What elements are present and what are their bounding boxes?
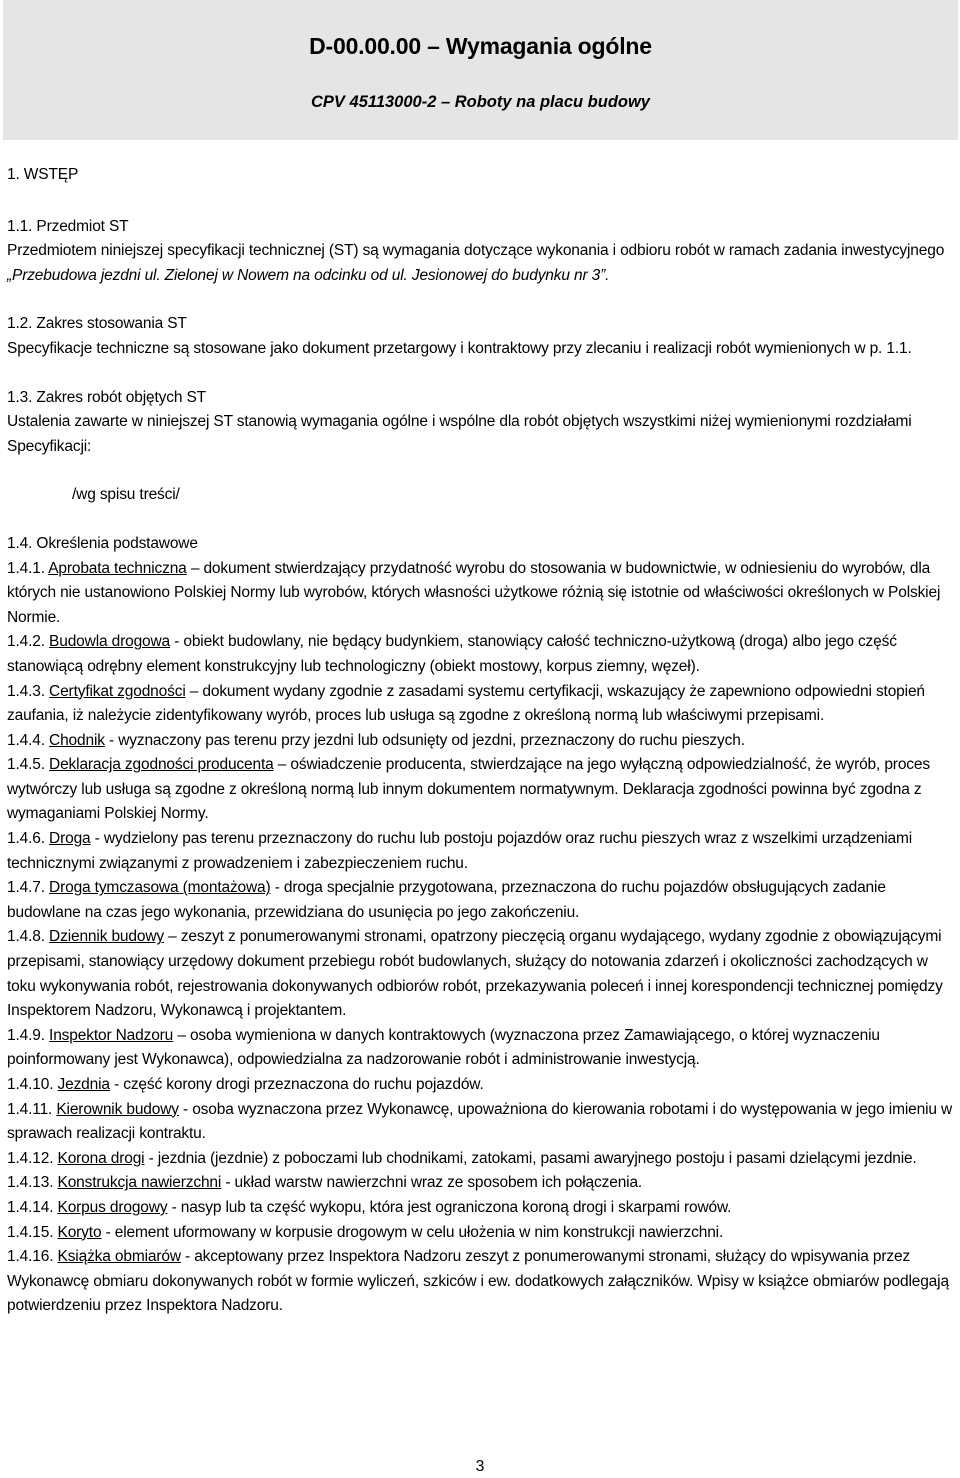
definition-item (7, 630, 953, 679)
definition-text: – oświadczenie producenta, stwierdzające na jego wyłączną odpowiedzialność, że wyrób, proces wytwórczy lub usługa są zgodne z określoną normą lub innym dokumentem normatywnym. Deklaracja zgodności powinna być zgodna z wymaganiami Polskiej Normy. (7, 756, 930, 823)
section-text-1-1-italic: „Przebudowa jezdni ul. Zielonej w Nowem na odcinku od ul. Jesionowej do budynku nr 3”. (7, 266, 610, 284)
definition-term: Aprobata techniczna (48, 559, 187, 577)
definition-number: 1.4.11. (7, 1100, 57, 1118)
section-heading-1-4: 1.4. Określenia podstawowe (7, 534, 198, 552)
definition-item (7, 876, 953, 925)
definition-item (7, 925, 953, 1023)
definition-item (7, 557, 953, 631)
definition-item (7, 827, 953, 876)
definition-number: 1.4.12. (7, 1149, 58, 1167)
definition-item (7, 1221, 953, 1246)
definition-term: Droga (49, 830, 91, 848)
definition-text: - akceptowany przez Inspektora Nadzoru zeszyt z ponumerowanymi stronami, służący do wpisywania przez Wykonawcę obmiaru dokonywanych robót w formie wyliczeń, szkiców i ew. dodatkowych załączników. Wpisy w książce obmiarów podlegają potwierdzeniu przez Inspektora Nadzoru. (7, 1248, 949, 1315)
document-header (3, 0, 958, 140)
definition-item (7, 729, 953, 754)
definition-text: - osoba wyznaczona przez Wykonawcę, upoważniona do kierowania robotami i do występowania w jego imieniu w sprawach realizacji kontraktu. (7, 1100, 953, 1143)
section-heading-wstep: 1. WSTĘP (7, 166, 79, 183)
document-title: D-00.00.00 – Wymagania ogólne (309, 33, 652, 59)
section-text-1-2: Specyfikacje techniczne są stosowane jako dokument przetargowy i kontraktowy przy zlecaniu i realizacji robót wymienionych w p. 1.1. (7, 339, 912, 357)
definition-term: Deklaracja zgodności producenta (49, 756, 274, 774)
definition-item (7, 1171, 953, 1196)
spacer (7, 188, 953, 215)
page-number: 3 (475, 1458, 485, 1475)
definition-number: 1.4.2. (7, 633, 50, 651)
definition-item (7, 680, 953, 729)
section-heading-1-1: 1.1. Przedmiot ST (7, 217, 129, 235)
definition-number: 1.4.14. (7, 1198, 58, 1216)
definition-number: 1.4.13. (7, 1174, 58, 1192)
definition-text: – osoba wymieniona w danych kontraktowych (wyznaczona przez Zamawiającego, o której wyznaczeniu poinformowany jest Wykonawca), odpowiedzialna za nadzorowanie robót i administrowanie inwestycją. (7, 1026, 880, 1069)
definition-text: - obiekt budowlany, nie będący budynkiem, stanowiący całość techniczno-użytkową (droga) albo jego część stanowiącą odrębny element konstrukcyjny lub technologiczny (obiekt mostowy, korpus ziemny, węzeł). (7, 633, 897, 675)
section-heading-1-2: 1.2. Zakres stosowania ST (7, 315, 187, 333)
definition-item (7, 1147, 953, 1172)
definition-number: 1.4.3. (7, 682, 50, 700)
definition-item (7, 1024, 953, 1073)
definition-item (7, 1073, 953, 1098)
definition-text: - element uformowany w korpusie drogowym w celu ułożenia w nim konstrukcji nawierzchni. (101, 1223, 724, 1241)
definition-number: 1.4.9. (7, 1026, 50, 1044)
definitions-list (7, 557, 953, 1319)
document-subtitle: CPV 45113000-2 – Roboty na placu budowy (311, 93, 650, 111)
section-text-1-1 (7, 239, 953, 288)
definition-term: Korpus drogowy (57, 1198, 168, 1216)
definition-item (7, 753, 953, 827)
definition-text: - jezdnia (jezdnie) z poboczami lub chodnikami, zatokami, pasami awaryjnego postoju i pasami dzielącymi jezdnie. (144, 1149, 917, 1167)
definition-text: - droga specjalnie przygotowana, przeznaczona do ruchu pojazdów obsługujących zadanie budowlane na czas jego wykonania, przewidziana do usunięcia po jego zakończeniu. (7, 879, 886, 921)
definition-term: Korona drogi (57, 1149, 145, 1167)
definition-text: – zeszyt z ponumerowanymi stronami, opatrzony pieczęcią organu wydającego, wydany zgodnie z obowiązującymi przepisami, stanowiący urzędowy dokument przebiegu robót budowlanych, służący do notowania zdarzeń i okoliczności zachodzących w toku wykonywania robót, rejestrowania dokonywanych odbiorów robót, przekazywania poleceń i innej korespondencji technicznej pomiędzy Inspektorem Nadzoru, Wykonawcą i projektantem. (7, 928, 943, 1020)
spacer (7, 508, 953, 532)
definition-number: 1.4.8. (7, 928, 50, 946)
definition-item (7, 1196, 953, 1221)
spacer (7, 459, 953, 483)
definition-term: Certyfikat zgodności (49, 682, 186, 700)
definition-term: Budowla drogowa (49, 633, 171, 651)
spacer (7, 362, 953, 386)
definition-number: 1.4.4. (7, 731, 50, 749)
definition-term: Koryto (57, 1223, 102, 1241)
definition-number: 1.4.16. (7, 1248, 58, 1266)
definition-item (7, 1098, 953, 1147)
definition-term: Jezdnia (57, 1076, 110, 1093)
definition-term: Konstrukcja nawierzchni (57, 1174, 222, 1192)
definition-term: Dziennik budowy (49, 928, 164, 946)
definition-text: - nasyp lub ta część wykopu, która jest ograniczona koroną drogi i skarpami rowów. (167, 1198, 732, 1216)
definition-text: - wydzielony pas terenu przeznaczony do ruchu lub postoju pojazdów oraz ruchu pieszych wraz z wszelkimi urządzeniami technicznymi związanymi z prowadzeniem i zabezpieczeniem ruchu. (7, 830, 913, 872)
definition-text: - wyznaczony pas terenu przy jezdni lub odsunięty od jezdni, przeznaczony do ruchu pieszych. (104, 731, 745, 749)
section-text-1-1-plain: Przedmiotem niniejszej specyfikacji technicznej (ST) są wymagania dotyczące wykonania i odbioru robót w ramach zadania inwestycyjnego (7, 242, 945, 260)
section-heading-1-3: 1.3. Zakres robót objętych ST (7, 388, 206, 406)
definition-term: Kierownik budowy (56, 1100, 179, 1118)
definition-number: 1.4.5. (7, 756, 50, 774)
definition-text: - część korony drogi przeznaczona do ruchu pojazdów. (109, 1076, 484, 1093)
definition-term: Droga tymczasowa (montażowa) (49, 879, 271, 897)
definition-text: – dokument stwierdzający przydatność wyrobu do stosowania w budownictwie, w odniesieniu do wyrobów, dla których nie ustanowiono Polskiej Normy lub wyrobów, których własności użytkowe różnią się istotnie od właściwości określonych w Polskiej Normie. (7, 559, 941, 626)
definition-term: Inspektor Nadzoru (49, 1026, 174, 1044)
spacer (7, 288, 953, 312)
definition-text: - układ warstw nawierzchni wraz ze sposobem ich połączenia. (221, 1174, 643, 1192)
section-text-1-3: Ustalenia zawarte w niniejszej ST stanowią wymagania ogólne i wspólne dla robót objętych wszystkimi niżej wymienionymi rozdziałami Specyfikacji: (7, 413, 912, 455)
definition-number: 1.4.15. (7, 1223, 58, 1241)
document-body (7, 163, 953, 1319)
definition-number: 1.4.6. (7, 830, 50, 848)
definition-item (7, 1245, 953, 1319)
definition-number: 1.4.10. (7, 1076, 58, 1093)
definition-term: Chodnik (49, 731, 105, 749)
definition-text: – dokument wydany zgodnie z zasadami systemu certyfikacji, wskazujący że zapewniono odpowiedni stopień zaufania, iż należycie zidentyfikowany wyrób, proces lub usługa są zgodne z określoną normą lub właściwymi przepisami. (7, 682, 925, 725)
definition-term: Książka obmiarów (57, 1248, 181, 1266)
definition-number: 1.4.1. (7, 559, 49, 577)
toc-reference-note: /wg spisu treści/ (72, 486, 180, 504)
definition-number: 1.4.7. (7, 879, 50, 897)
